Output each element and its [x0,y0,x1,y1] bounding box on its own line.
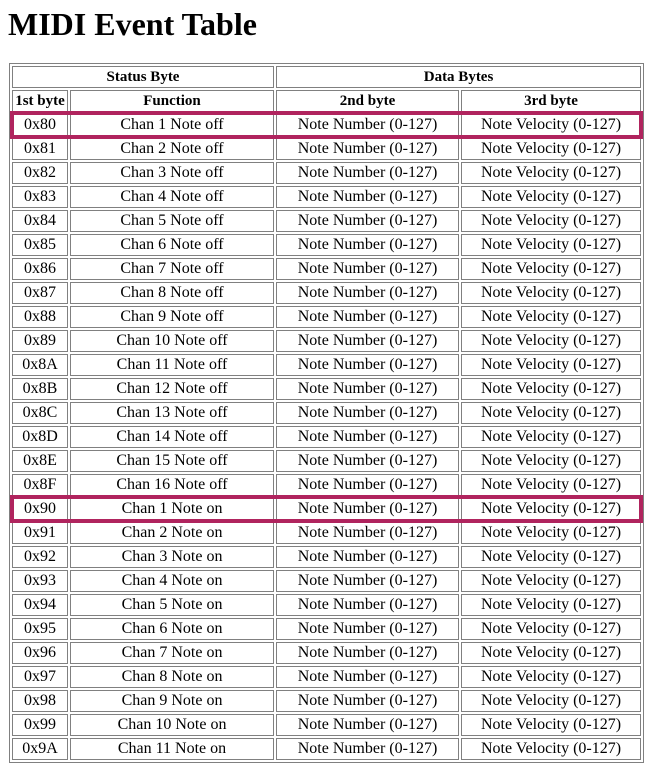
function-cell: Chan 2 Note on [70,522,274,544]
data-byte-3-cell: Note Velocity (0-127) [461,186,641,208]
table-row [12,378,641,400]
function-cell: Chan 3 Note off [70,162,274,184]
status-byte-header: Status Byte [12,66,274,88]
data-byte-3-cell: Note Velocity (0-127) [461,450,641,472]
data-byte-3-cell: Note Velocity (0-127) [461,378,641,400]
table-row [12,258,641,280]
status-byte-cell: 0x8C [12,402,68,424]
data-byte-3-cell: Note Velocity (0-127) [461,738,641,760]
table-body [12,114,641,760]
status-byte-cell: 0x84 [12,210,68,232]
column-header-3rd-byte: 3rd byte [461,90,641,112]
data-byte-2-cell: Note Number (0-127) [276,114,459,136]
function-cell: Chan 10 Note on [70,714,274,736]
data-byte-3-cell: Note Velocity (0-127) [461,162,641,184]
table-row [12,618,641,640]
table-row [12,330,641,352]
status-byte-cell: 0x87 [12,282,68,304]
function-cell: Chan 10 Note off [70,330,274,352]
data-byte-3-cell: Note Velocity (0-127) [461,522,641,544]
data-byte-2-cell: Note Number (0-127) [276,450,459,472]
data-byte-3-cell: Note Velocity (0-127) [461,618,641,640]
data-byte-2-cell: Note Number (0-127) [276,522,459,544]
function-cell: Chan 1 Note on [70,498,274,520]
table-row [12,210,641,232]
column-header-1st-byte: 1st byte [12,90,68,112]
table-row [12,354,641,376]
column-header-function: Function [70,90,274,112]
data-byte-3-cell: Note Velocity (0-127) [461,306,641,328]
table-row [12,402,641,424]
table-row [12,186,641,208]
function-cell: Chan 3 Note on [70,546,274,568]
function-cell: Chan 6 Note on [70,618,274,640]
data-byte-2-cell: Note Number (0-127) [276,714,459,736]
status-byte-cell: 0x9A [12,738,68,760]
function-cell: Chan 8 Note on [70,666,274,688]
data-byte-2-cell: Note Number (0-127) [276,642,459,664]
data-byte-2-cell: Note Number (0-127) [276,594,459,616]
status-byte-cell: 0x97 [12,666,68,688]
table-row [12,546,641,568]
data-byte-3-cell: Note Velocity (0-127) [461,114,641,136]
data-byte-3-cell: Note Velocity (0-127) [461,642,641,664]
status-byte-cell: 0x96 [12,642,68,664]
status-byte-cell: 0x80 [12,114,68,136]
data-byte-2-cell: Note Number (0-127) [276,282,459,304]
function-cell: Chan 9 Note on [70,690,274,712]
function-cell: Chan 14 Note off [70,426,274,448]
status-byte-cell: 0x90 [12,498,68,520]
function-cell: Chan 7 Note on [70,642,274,664]
data-byte-2-cell: Note Number (0-127) [276,426,459,448]
data-byte-3-cell: Note Velocity (0-127) [461,690,641,712]
status-byte-cell: 0x8D [12,426,68,448]
function-cell: Chan 5 Note off [70,210,274,232]
status-byte-cell: 0x89 [12,330,68,352]
data-byte-3-cell: Note Velocity (0-127) [461,594,641,616]
status-byte-cell: 0x95 [12,618,68,640]
column-header-row [12,90,641,112]
data-byte-3-cell: Note Velocity (0-127) [461,714,641,736]
data-byte-2-cell: Note Number (0-127) [276,354,459,376]
data-byte-3-cell: Note Velocity (0-127) [461,282,641,304]
status-byte-cell: 0x88 [12,306,68,328]
data-byte-2-cell: Note Number (0-127) [276,474,459,496]
function-cell: Chan 13 Note off [70,402,274,424]
data-byte-2-cell: Note Number (0-127) [276,330,459,352]
data-byte-2-cell: Note Number (0-127) [276,378,459,400]
data-byte-2-cell: Note Number (0-127) [276,546,459,568]
status-byte-cell: 0x8F [12,474,68,496]
table-row [12,690,641,712]
function-cell: Chan 4 Note off [70,186,274,208]
data-byte-2-cell: Note Number (0-127) [276,570,459,592]
function-cell: Chan 11 Note off [70,354,274,376]
status-byte-cell: 0x86 [12,258,68,280]
data-byte-2-cell: Note Number (0-127) [276,306,459,328]
data-byte-3-cell: Note Velocity (0-127) [461,546,641,568]
data-byte-3-cell: Note Velocity (0-127) [461,234,641,256]
data-byte-3-cell: Note Velocity (0-127) [461,498,641,520]
data-byte-3-cell: Note Velocity (0-127) [461,330,641,352]
status-byte-cell: 0x82 [12,162,68,184]
midi-event-table-container [9,63,644,763]
page-title: MIDI Event Table [8,6,257,42]
data-byte-3-cell: Note Velocity (0-127) [461,210,641,232]
data-bytes-header: Data Bytes [276,66,641,88]
table-row [12,594,641,616]
table-row [12,426,641,448]
data-byte-2-cell: Note Number (0-127) [276,690,459,712]
status-byte-cell: 0x93 [12,570,68,592]
function-cell: Chan 15 Note off [70,450,274,472]
function-cell: Chan 12 Note off [70,378,274,400]
table-row [12,474,641,496]
table-row [12,522,641,544]
table-row [12,714,641,736]
table-row [12,666,641,688]
status-byte-cell: 0x99 [12,714,68,736]
function-cell: Chan 8 Note off [70,282,274,304]
function-cell: Chan 1 Note off [70,114,274,136]
data-byte-2-cell: Note Number (0-127) [276,162,459,184]
data-byte-3-cell: Note Velocity (0-127) [461,570,641,592]
status-byte-cell: 0x85 [12,234,68,256]
data-byte-2-cell: Note Number (0-127) [276,186,459,208]
data-byte-3-cell: Note Velocity (0-127) [461,138,641,160]
data-byte-2-cell: Note Number (0-127) [276,258,459,280]
status-byte-cell: 0x94 [12,594,68,616]
table-row [12,570,641,592]
data-byte-3-cell: Note Velocity (0-127) [461,426,641,448]
status-byte-cell: 0x98 [12,690,68,712]
status-byte-cell: 0x83 [12,186,68,208]
function-cell: Chan 4 Note on [70,570,274,592]
status-byte-cell: 0x8B [12,378,68,400]
table-row [12,642,641,664]
function-cell: Chan 7 Note off [70,258,274,280]
table-row [12,138,641,160]
function-cell: Chan 9 Note off [70,306,274,328]
function-cell: Chan 11 Note on [70,738,274,760]
function-cell: Chan 6 Note off [70,234,274,256]
status-byte-cell: 0x92 [12,546,68,568]
data-byte-2-cell: Note Number (0-127) [276,666,459,688]
table-row [12,450,641,472]
table-row [12,162,641,184]
column-header-2nd-byte: 2nd byte [276,90,459,112]
data-byte-3-cell: Note Velocity (0-127) [461,354,641,376]
table-row [12,114,641,136]
data-byte-2-cell: Note Number (0-127) [276,738,459,760]
data-byte-2-cell: Note Number (0-127) [276,498,459,520]
data-byte-2-cell: Note Number (0-127) [276,402,459,424]
data-byte-2-cell: Note Number (0-127) [276,138,459,160]
table-row [12,234,641,256]
status-byte-cell: 0x8A [12,354,68,376]
data-byte-2-cell: Note Number (0-127) [276,210,459,232]
table-row [12,738,641,760]
function-cell: Chan 5 Note on [70,594,274,616]
function-cell: Chan 16 Note off [70,474,274,496]
table-row [12,498,641,520]
data-byte-2-cell: Note Number (0-127) [276,234,459,256]
data-byte-3-cell: Note Velocity (0-127) [461,666,641,688]
status-byte-cell: 0x81 [12,138,68,160]
table-row [12,306,641,328]
table-row [12,282,641,304]
status-byte-cell: 0x8E [12,450,68,472]
midi-event-table [9,63,644,763]
group-header-row [12,66,641,88]
data-byte-3-cell: Note Velocity (0-127) [461,402,641,424]
status-byte-cell: 0x91 [12,522,68,544]
data-byte-2-cell: Note Number (0-127) [276,618,459,640]
data-byte-3-cell: Note Velocity (0-127) [461,474,641,496]
function-cell: Chan 2 Note off [70,138,274,160]
data-byte-3-cell: Note Velocity (0-127) [461,258,641,280]
